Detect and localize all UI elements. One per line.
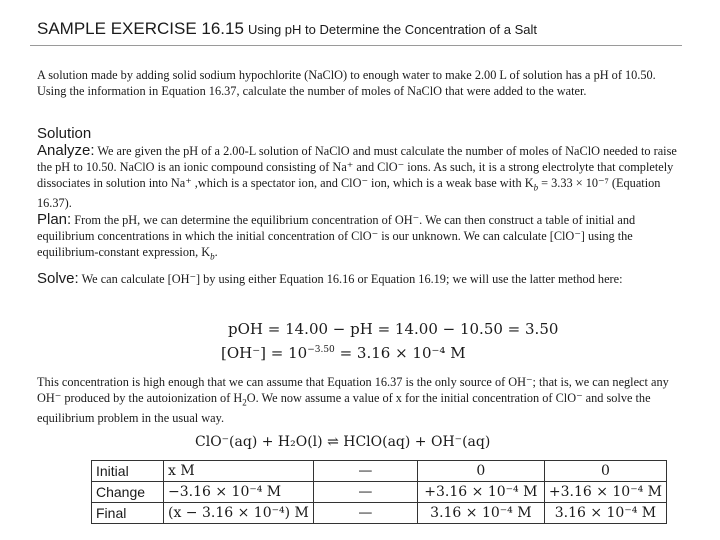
exercise-subtitle: Using pH to Determine the Concentration of a Salt [247, 22, 537, 37]
analyze-text: We are given the pH of a 2.00-L solution of NaClO and must calculate the number of moles of NaClO needed to raise the pH to 10.50. NaClO is an ionic compound consisting of Na⁺ and ClO⁻ ions. As such, it is a strong electrolyte that completely dissociates in solution into Na⁺ ,which is a spectator ion, and ClO⁻ ion, which is a weak base with K [37, 144, 677, 190]
table-cell: +3.16 × 10⁻⁴ M [417, 482, 544, 503]
table-cell: 3.16 × 10⁻⁴ M [544, 503, 666, 524]
row-label: Change [92, 482, 164, 503]
row-label: Initial [92, 461, 164, 482]
plan-paragraph [37, 212, 677, 264]
table-row [92, 503, 667, 524]
solution-block [37, 126, 677, 287]
exercise-number: SAMPLE EXERCISE 16.15 [37, 19, 244, 38]
analyze-label: Analyze: [37, 142, 95, 159]
kb-subscript: b [533, 182, 539, 193]
table-cell: (x − 3.16 × 10⁻⁴) M [164, 503, 314, 524]
kb-subscript: b [210, 251, 215, 262]
table-cell: −3.16 × 10⁻⁴ M [164, 482, 314, 503]
row-label: Final [92, 503, 164, 524]
table-cell: — [313, 461, 417, 482]
solve-paragraph [37, 271, 677, 287]
ice-table [91, 460, 667, 524]
table-cell: +3.16 × 10⁻⁴ M [544, 482, 666, 503]
oh-concentration-equation: $[OH^-] = 10^{-3.50} = 3.16 \times 10^{-4}$ M [221, 344, 466, 362]
table-cell: 0 [417, 461, 544, 482]
table-cell: 3.16 × 10⁻⁴ M [417, 503, 544, 524]
plan-text-end: . [214, 245, 218, 260]
analyze-text-end: = 3.33 × 10⁻⁷ (Equation 16.37). [37, 176, 661, 211]
table-cell: 0 [544, 461, 666, 482]
table-row [92, 461, 667, 482]
analyze-paragraph [37, 143, 677, 211]
plan-label: Plan: [37, 211, 72, 229]
plan-text: From the pH, we can determine the equilibrium concentration of OH⁻. We can then construct a table of initial and equilibrium concentrations in which the initial concentration of ClO⁻ is our unknown. We can calculate [ClO⁻] using the equilibrium-constant expression, K [37, 213, 636, 260]
table-row [92, 482, 667, 503]
table-cell: — [313, 482, 417, 503]
table-cell: x M [164, 461, 314, 482]
assumption-paragraph: This concentration is high enough that we can assume that Equation 16.37 is the only source of OH⁻; that is, we can neglect any OH⁻ produced by the autoionization of $H_2O$. We now assume a value of x for the initial concentration of ClO⁻ and solve the equilibrium problem in the usual way. [37, 375, 669, 426]
solve-label: Solve: [37, 269, 79, 287]
solve-text: We can calculate [OH⁻] by using either Equation 16.16 or Equation 16.19; we will use the latter method here: [81, 271, 623, 286]
exercise-title [37, 19, 537, 39]
table-cell: — [313, 503, 417, 524]
poh-equation: pOH = 14.00 − pH = 14.00 − 10.50 = 3.50 [228, 320, 559, 338]
solution-heading: Solution [37, 125, 92, 142]
title-divider [30, 45, 682, 46]
problem-statement: A solution made by adding solid sodium hypochlorite (NaClO) to enough water to make 2.00 L of solution has a pH of 10.50. Using the information in Equation 16.37, calculate the number of moles of NaClO that were added to the water. [37, 68, 656, 98]
equilibrium-reaction: ClO⁻(aq) + H₂O(l) ⇌ HClO(aq) + OH⁻(aq) [195, 434, 491, 450]
